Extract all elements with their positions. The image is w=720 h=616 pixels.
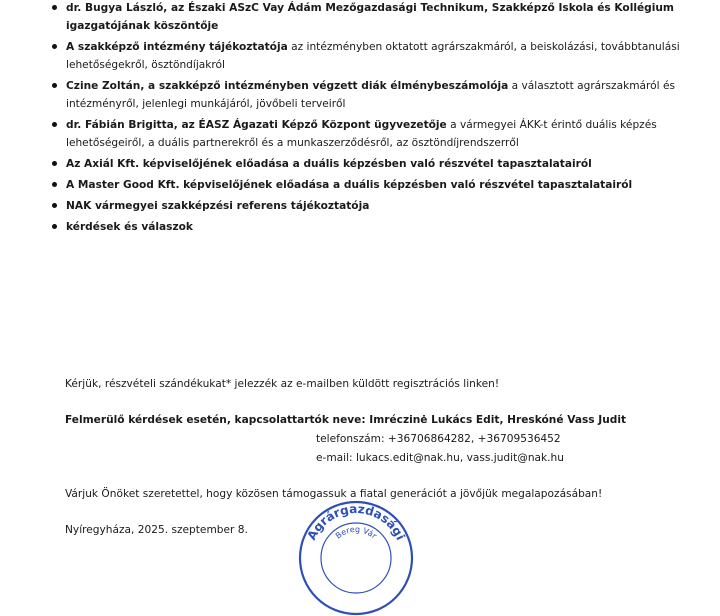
contact-email: e-mail: lukacs.edit@nak.hu, vass.judit@nak.hu: [316, 452, 564, 464]
registration-note: Kérjük, részvételi szándékukat* jelezzék az e-mailben küldött regisztrációs linken!: [65, 378, 500, 390]
agenda-item: kérdések és válaszok: [52, 218, 692, 236]
agenda-item: dr. Bugya László, az Északi ASzC Vay Ádám Mezőgazdasági Technikum, Szakképző Iskola és Kollégium igazgatójának köszöntője: [52, 0, 692, 35]
agenda-item: dr. Fábián Brigitta, az ÉASZ Ágazati Képző Központ ügyvezetője a vármegyei ÁKK-t érintő duális képzés lehetőségeiről, a duális partnerekről és a munkaszerződésről, az ösztöndíjrendszerről: [52, 116, 692, 152]
closing-text: Várjuk Önöket szeretettel, hogy közösen támogassuk a fiatal generációt a jövőjük megalapozásában!: [65, 488, 603, 500]
agenda-list: [52, 0, 692, 239]
stamp-top-text: Agrárgazdasági: [304, 501, 408, 543]
agenda-item: A szakképző intézmény tájékoztatója az intézményben oktatott agrárszakmáról, a beiskolázási, továbbtanulási lehetőségekről, ösztöndíjakról: [52, 38, 692, 74]
agenda-item: Czine Zoltán, a szakképző intézményben végzett diák élménybeszámolója a választott agrárszakmáról és intézményről, jelenlegi munkájáról, jövőbeli terveiről: [52, 77, 692, 113]
agenda-item: NAK vármegyei szakképzési referens tájékoztatója: [52, 197, 692, 215]
stamp-inner-text: Bereg Vár: [333, 524, 379, 541]
agenda-item: Az Axiál Kft. képviselőjének előadása a duális képzésben való részvétel tapasztalatairól: [52, 155, 692, 173]
svg-text:Agrárgazdasági: [304, 502, 407, 542]
agenda-item: A Master Good Kft. képviselőjének előadása a duális képzésben való részvétel tapasztalatairól: [52, 176, 692, 194]
contact-persons: Felmerülő kérdések esetén, kapcsolattartók neve: Imréczinė Lukács Edit, Hreskóné Vass Judit: [65, 414, 627, 426]
contact-phone: telefonszám: +36706864282, +36709536452: [316, 433, 561, 445]
place-date: Nyíregyháza, 2025. szeptember 8.: [65, 524, 248, 536]
institution-stamp: [298, 500, 414, 616]
